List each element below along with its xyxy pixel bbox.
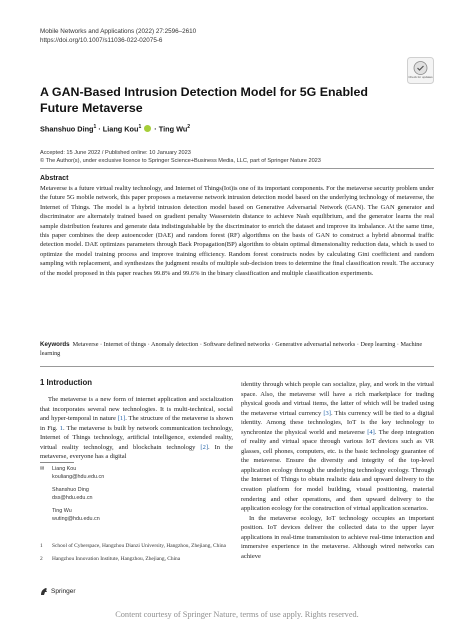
footnote-rule (40, 462, 74, 463)
author-list (40, 124, 190, 133)
mail-icon: ✉ (40, 466, 45, 472)
affiliation-number: 1 (40, 543, 43, 549)
correspondence-block (40, 462, 233, 524)
check-for-updates-icon (407, 57, 434, 84)
springer-horse-icon (40, 587, 49, 596)
author-separator: · (96, 124, 103, 134)
author-name: Shanshuo Ding (52, 487, 89, 494)
affiliation-marker: 2 (187, 124, 191, 130)
author-email[interactable]: dss@hdu.edu.cn (52, 494, 93, 501)
author-name[interactable]: Ting Wu (158, 124, 188, 134)
orcid-icon[interactable] (144, 125, 151, 132)
affiliation-number: 2 (40, 555, 43, 562)
intro-paragraph: identity through which people can socialize, play, and work in the virtual space. Also, the metaverse will have a rich marketplace for trading physical goods and virtual items, the latter of which will be traded using the metaverse virtual currency [3]. This currency will be tied to a digital identity. Among these technologies, IoT is the key technology to synchronize the physical world and metaverse [4]. The deep integration of reality and virtual space through various IoT devices such as VR glasses, cell phones, computers, etc. is the basic technology guarantee of the metaverse. Ensure the diversity and integrity of the top-level application ecology through the underlying technology ecology. Through the Internet of Things to obtain realistic data and upward delivery to the creation platform for model building, visual positioning, material rendering and other operations, and then upward delivery to the application ecology for the construction of virtual application scenarios. (241, 381, 435, 513)
correspondent-name: Liang Kou (52, 466, 77, 472)
keywords-label: Keywords (40, 341, 70, 348)
intro-paragraph: In the metaverse ecology, IoT technology occupies an important position. IoT devices deliver the collected data to the upper layer applications in real-time transmission to achieve real-time interaction and immersive experience in the metaverse. Although wired networks can achieve (241, 514, 434, 560)
citation-link[interactable]: [4] (367, 428, 375, 436)
publisher-footer (40, 587, 76, 596)
correspondent-email[interactable]: kouliang@hdu.edu.cn (52, 473, 105, 480)
affiliation-text: School of Cyberspace, Hangzhou Dianzi University, Hangzhou, Zhejiang, China (52, 543, 226, 549)
check-for-updates-label: Check for updates (408, 75, 433, 79)
section-heading: 1 Introduction (40, 378, 92, 387)
author-name[interactable]: Liang Kou (102, 124, 139, 134)
divider (40, 366, 434, 367)
affiliation-marker: 1 (93, 124, 97, 130)
author-name[interactable]: Shanshuo Ding (40, 124, 94, 134)
courtesy-notice: Content courtesy of Springer Nature, terms of use apply. Rights reserved. (115, 610, 359, 619)
author-separator: · (152, 124, 159, 134)
affiliations (40, 543, 233, 563)
keywords-text: Metaverse · Internet of things · Anomaly detection · Software defined networks · Generative adversarial networks · Deep learning · Machine learning (40, 341, 423, 358)
author-name: Ting Wu (52, 508, 72, 515)
affiliation-text: Hangzhou Innovation Institute, Hangzhou, Zhejiang, China (52, 555, 181, 562)
divider (40, 168, 434, 169)
citation-link[interactable]: [3] (323, 409, 331, 417)
dates-line: Accepted: 15 June 2022 / Published online: 10 January 2023 (40, 150, 191, 156)
abstract-text: Metaverse is a future virtual reality technology, and Internet of Things(Iot)is one of its important components. For the metaverse security problem under the future 5G mobile network, this paper proposes a metaverse network intrusion detection model based on the underlying technology of metaverse, the Internet of Things. The model is a hybrid intrusion detection model based on Generative Adversarial Network (GAN). The GAN generator and discriminator are alternately trained based on gradient penalty Wasserstein distance to achieve Nash equilibrium, and the generator learns the real sample distribution features and generate data indistinguishable by the discriminator to enrich the dataset and improve its imbalance. At the same time, this paper combines the deep autoencoder (DAE) and random forest (RF) algorithms on the basis of GAN to construct a hybrid abnormal traffic detection model. DAE optimizes parameters through Back Propagation(BP) algorithm to obtain optimal dimensionality reduction data, which is used to optimize the model training process and improve training efficiency. Random forest constructs nodes by calculating Gini coefficient and random sampling with replacement, and synthesizes the judgment results of multiple sub-decision trees to determine the final classification result. The accuracy of the model proposed in this paper reaches 99.8% and 99.6% in the binary classification and multiple classification experiments. (40, 185, 434, 277)
citation-link[interactable]: [1] (117, 415, 126, 423)
figure-link[interactable]: 1 (59, 424, 63, 432)
intro-paragraph: The metaverse is a new form of internet application and socialization that incorporates several new technologies. It is multi-technical, social and hyper-temporal in nature [1]. The structure of the metaverse is shown in Fig. 1. The metaverse is built by network communication technology, Internet of Things technology, artificial intelligence, extended reality, virtual reality technology, and blockchain technology [2]. In the metaverse, everyone has a digital (40, 396, 234, 461)
abstract-heading: Abstract (40, 175, 69, 182)
citation-link[interactable]: [2] (200, 443, 209, 451)
doi-link[interactable]: https://doi.org/10.1007/s11036-022-02075-6 (40, 37, 163, 44)
author-email[interactable]: wuting@hdu.edu.cn (52, 515, 100, 522)
paper-title: A GAN-Based Intrusion Detection Model for 5G Enabled Future Metaverse (40, 85, 368, 115)
publication-dates (40, 149, 321, 165)
journal-citation: Mobile Networks and Applications (2022) 27:2596–2610 (40, 28, 197, 35)
left-column (40, 395, 233, 462)
copyright-line: © The Author(s), under exclusive licence to Springer Science+Business Media, LLC, part of Springer Nature 2023 (40, 158, 321, 164)
affiliation-marker: 1 (138, 124, 142, 130)
right-column (241, 380, 434, 561)
keywords (40, 340, 434, 359)
publisher-name: Springer (51, 588, 76, 595)
check-for-updates-badge[interactable] (407, 57, 434, 84)
